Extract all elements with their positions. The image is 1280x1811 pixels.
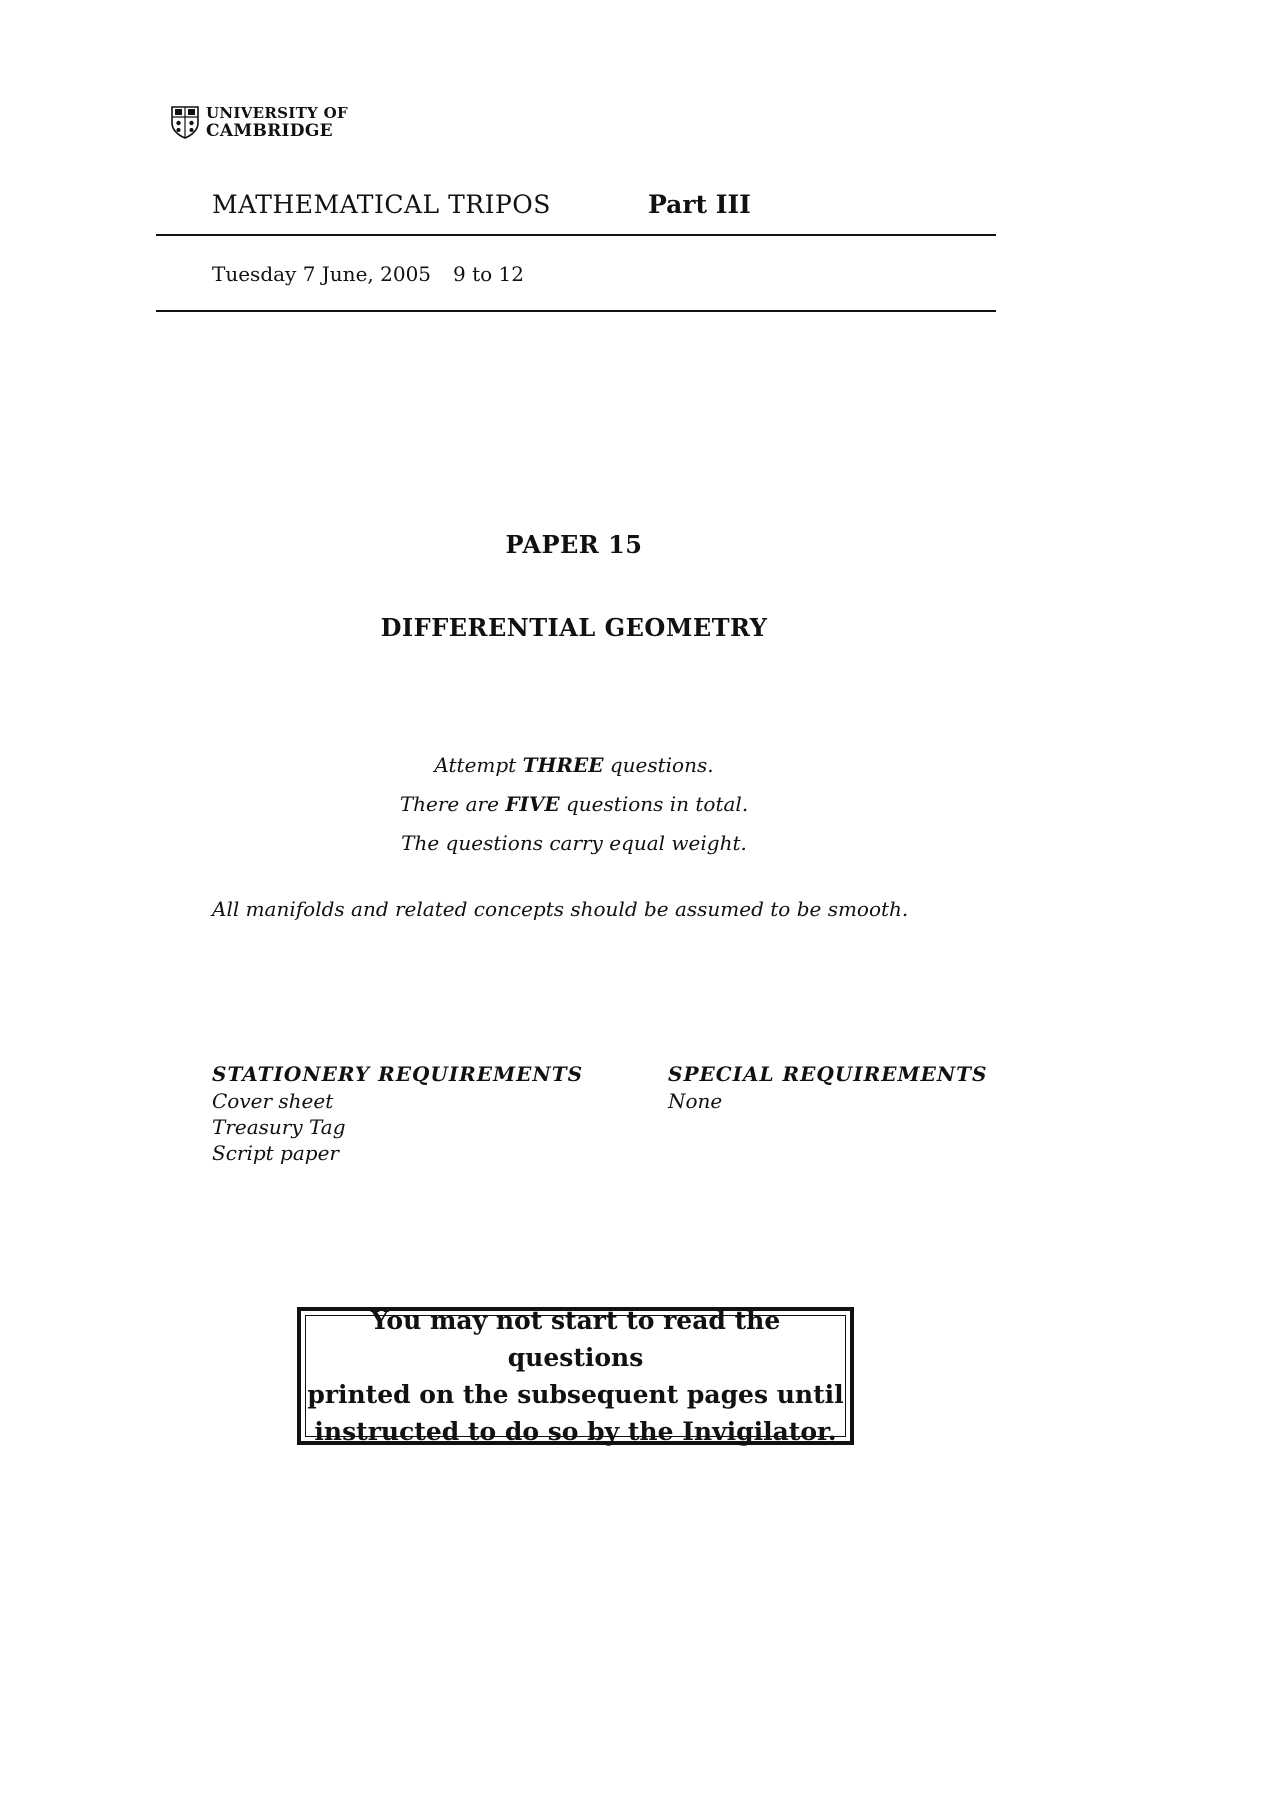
stationery-heading: STATIONERY REQUIREMENTS xyxy=(212,1062,584,1086)
notice-line-1: You may not start to read the questions xyxy=(370,1306,781,1372)
university-logo xyxy=(170,104,348,140)
instruction-attempt-pre: Attempt xyxy=(434,753,517,777)
notice-line-2: printed on the subsequent pages until xyxy=(307,1380,844,1409)
paper-number: PAPER 15 xyxy=(505,530,643,559)
special-heading: SPECIAL REQUIREMENTS xyxy=(668,1062,988,1086)
exam-date: Tuesday 7 June, 2005 xyxy=(212,262,432,286)
invigilator-notice-box xyxy=(297,1307,854,1445)
instruction-total-pre: There are xyxy=(399,792,499,816)
instruction-attempt xyxy=(0,753,1148,777)
logo-line-1: UNIVERSITY OF xyxy=(206,104,348,122)
header-rule-top xyxy=(156,234,996,236)
exam-date-line xyxy=(212,262,524,286)
logo-line-2: CAMBRIDGE xyxy=(206,121,333,141)
university-crest-icon xyxy=(170,105,200,139)
special-item: None xyxy=(668,1089,723,1113)
instruction-attempt-post: questions. xyxy=(609,753,714,777)
smoothness-note: All manifolds and related concepts should be assumed to be smooth. xyxy=(212,897,909,921)
instruction-total-count: FIVE xyxy=(505,792,560,816)
notice-line-3: instructed to do so by the Invigilator. xyxy=(314,1417,837,1446)
special-requirements xyxy=(668,1062,987,1114)
instruction-weight: The questions carry equal weight. xyxy=(401,831,747,855)
instruction-attempt-count: THREE xyxy=(522,753,604,777)
instruction-total xyxy=(0,792,1148,816)
instruction-total-post: questions in total. xyxy=(566,792,749,816)
tripos-part: Part III xyxy=(648,190,751,219)
header-rule-bottom xyxy=(156,310,996,312)
stationery-item: Script paper xyxy=(212,1141,339,1165)
stationery-item: Treasury Tag xyxy=(212,1115,346,1139)
stationery-requirements xyxy=(212,1062,583,1166)
tripos-title: MATHEMATICAL TRIPOS xyxy=(212,190,551,219)
stationery-item: Cover sheet xyxy=(212,1089,334,1113)
paper-subject: DIFFERENTIAL GEOMETRY xyxy=(380,613,768,642)
exam-time: 9 to 12 xyxy=(453,262,524,286)
